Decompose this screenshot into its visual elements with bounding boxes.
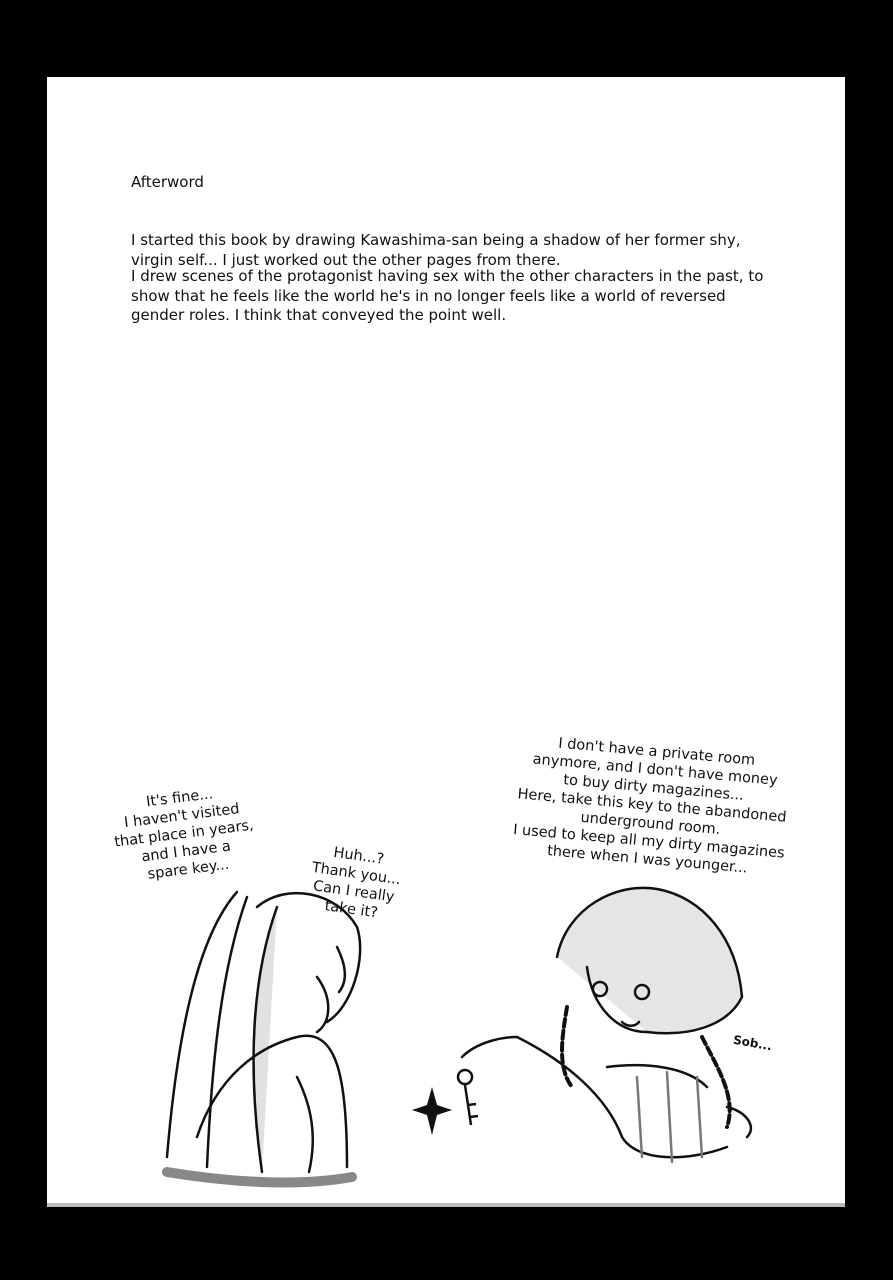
left-girl-figure (167, 892, 360, 1182)
afterword-paragraph-2: I drew scenes of the protagonist having sex with the other characters in the past, to show that he feels like the world he's in no longer feels like a world of reversed gender roles. I think that conveyed the point well. (131, 267, 764, 324)
afterword-paragraph-1: I started this book by drawing Kawashima-san being a shadow of her former shy, virgin self... I just worked out the other pages from there. (131, 231, 741, 269)
speech-bubble-right-girl: I don't have a private room anymore, and I don't have money to buy dirty magazines... Here, take this key to the abandoned underground room. I used to keep all my dirty magazines there when I was younger... (512, 735, 788, 877)
page-bottom-edge (47, 1203, 845, 1207)
manga-page (47, 77, 845, 1203)
speech-bubble-middle: Huh...? Thank you... Can I really take it? (310, 844, 402, 922)
speech-bubble-left-girl: It's fine... I haven't visited that place in years, and I have a spare key... (113, 786, 255, 883)
afterword-heading: Afterword (131, 173, 204, 191)
character-illustration (47, 77, 845, 1203)
sob-sound-effect: Sob... (732, 1032, 774, 1054)
key-icon (458, 1070, 478, 1125)
right-girl-figure (462, 888, 751, 1162)
sparkle-icon (412, 1087, 452, 1135)
